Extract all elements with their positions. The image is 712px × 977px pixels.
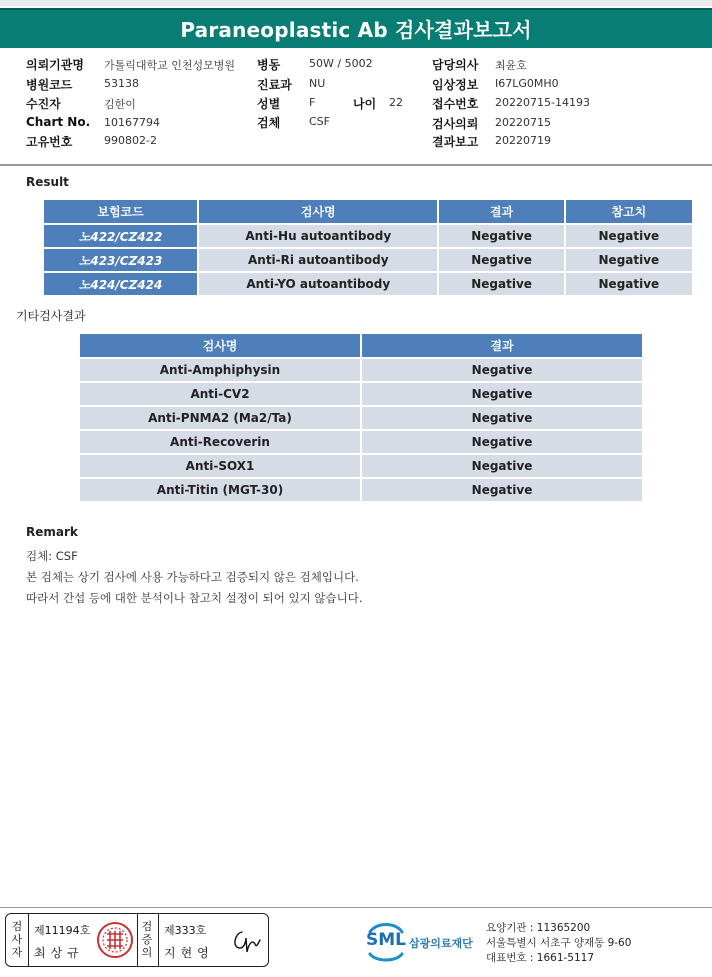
column-header: 결과 [439,200,563,223]
logo-text: SML [366,930,406,950]
unique-value: 990802-2 [104,134,157,147]
table-row [80,383,642,405]
institution-logo [364,918,484,964]
sex-value: F [309,96,316,109]
column-header: 보험코드 [44,200,197,223]
table-row [80,407,642,429]
column-header: 결과 [362,334,642,357]
test-name: Anti-Hu autoantibody [199,225,437,247]
test-result: Negative [362,431,642,453]
institution-name: 삼광의료재단 [409,937,473,950]
test-name: Anti-Ri autoantibody [199,249,437,271]
test-name: Anti-Recoverin [80,431,360,453]
tester-label-text: 검사자 [11,920,23,959]
column-header: 참고치 [566,200,692,223]
test-result: Negative [362,383,642,405]
report-title: Paraneoplastic Ab 검사결과보고서 [180,18,532,42]
patient-info-block [0,48,712,166]
test-result: Negative [362,455,642,477]
insurance-code: 노423/CZ423 [44,249,197,271]
test-name: Anti-SOX1 [80,455,360,477]
table-row [44,249,692,271]
divider [137,914,138,966]
column-header: 검사명 [80,334,360,357]
top-border [0,0,712,6]
unique-label: 고유번호 [26,135,73,149]
confirmer-name: 지현영 [164,946,214,960]
hospital-code-label: 병원코드 [26,78,73,92]
doctor-label: 담당의사 [432,58,479,72]
tester-name: 최상규 [34,946,84,960]
confirmer-label [139,920,155,959]
institution-address: 서울특별시 서초구 양재동 9-60 [486,937,632,949]
remark-line: 검체: CSF [26,549,78,563]
report-header [0,8,712,48]
dept-value: NU [309,77,326,90]
reference-value: Negative [566,249,692,271]
test-name: Anti-Amphiphysin [80,359,360,381]
sex-label: 성별 [257,97,281,111]
receipt-label: 접수번호 [432,97,479,111]
specimen-label: 검체 [257,116,281,130]
chart-value: 10167794 [104,116,160,129]
table-row [44,225,692,247]
patient-label: 수진자 [26,97,61,111]
institution-phone: 대표번호 : 1661-5117 [486,952,595,964]
reference-value: Negative [566,273,692,295]
test-name: Anti-Titin (MGT-30) [80,479,360,501]
table-row [80,479,642,501]
hospital-label: 의뢰기관명 [26,58,84,72]
specimen-value: CSF [309,115,330,128]
signature-box [5,913,269,967]
dept-label: 진료과 [257,78,292,92]
result-table [42,198,694,297]
chart-label: Chart No. [26,115,91,129]
report-date-value: 20220719 [495,134,551,147]
test-name: Anti-CV2 [80,383,360,405]
test-name: Anti-YO autoantibody [199,273,437,295]
confirmer-label-text: 검증의 [141,920,153,959]
tester-license: 제11194호 [34,924,91,937]
request-value: 20220715 [495,116,551,129]
test-result: Negative [439,225,563,247]
result-header-row [44,200,692,223]
column-header: 검사명 [199,200,437,223]
divider [158,914,159,966]
patient-value: 김한이 [104,98,136,111]
test-result: Negative [362,359,642,381]
test-result: Negative [439,249,563,271]
reference-value: Negative [566,225,692,247]
clinical-value: I67LG0MH0 [495,77,559,90]
result-section-title: Result [26,175,69,189]
footer-divider [0,907,712,908]
age-label: 나이 [353,97,377,111]
test-result: Negative [362,479,642,501]
insurance-code: 노424/CZ424 [44,273,197,295]
handwritten-signature-icon [228,924,266,958]
hospital-code-value: 53138 [104,77,139,90]
institution-code: 요양기관 : 11365200 [486,922,591,934]
report-date-label: 결과보고 [432,135,479,149]
insurance-code: 노422/CZ422 [44,225,197,247]
test-name: Anti-PNMA2 (Ma2/Ta) [80,407,360,429]
tester-label [9,920,25,959]
table-row [44,273,692,295]
other-header-row [80,334,642,357]
remark-line: 따라서 간섭 등에 대한 분석이나 참고치 설정이 되어 있지 않습니다. [26,591,363,605]
table-row [80,431,642,453]
confirmer-license: 제333호 [164,924,207,937]
remark-section-title: Remark [26,525,78,539]
hospital-value: 가톨릭대학교 인천성모병원 [104,59,236,72]
ward-label: 병동 [257,58,281,72]
test-result: Negative [362,407,642,429]
ward-value: 50W / 5002 [309,57,373,70]
receipt-value: 20220715-14193 [495,96,590,109]
doctor-value: 최윤호 [495,59,527,72]
table-row [80,359,642,381]
clinical-label: 임상정보 [432,78,479,92]
age-value: 22 [389,96,403,109]
request-label: 검사의뢰 [432,117,479,131]
test-result: Negative [439,273,563,295]
other-results-table [78,332,644,503]
divider [28,914,29,966]
other-section-title: 기타검사결과 [16,309,86,323]
seal-stamp-icon [96,921,134,959]
table-row [80,455,642,477]
remark-line: 본 검체는 상기 검사에 사용 가능하다고 검증되지 않은 검체입니다. [26,570,359,584]
